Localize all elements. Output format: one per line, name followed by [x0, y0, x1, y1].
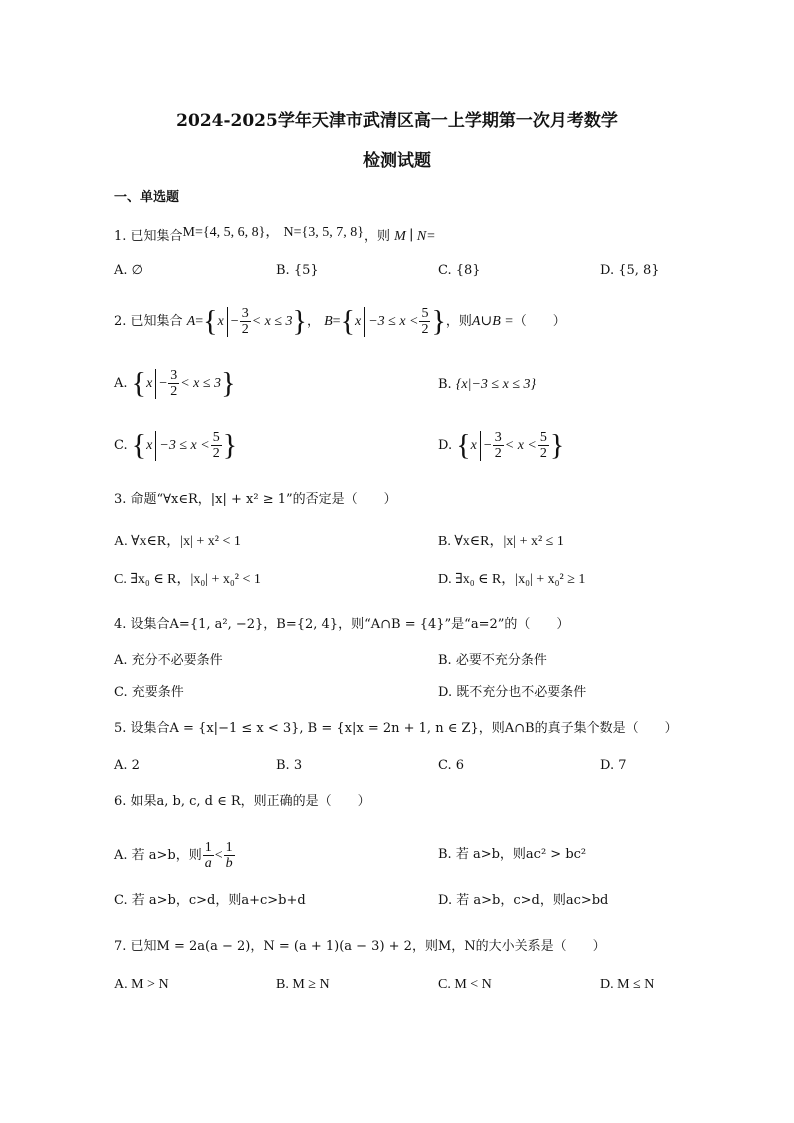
question-3-option-b: B. ∀x∈R，|x| + x² ≤ 1	[438, 534, 564, 549]
question-7-option-b: B. M ≥ N	[276, 977, 330, 992]
question-6-option-d: D. 若 a>b，c>d，则ac>bd	[438, 893, 609, 908]
question-2-option-d: D. {x − $\frac{3}{2}$ < x < $\frac{5}{2}$ }	[438, 428, 565, 462]
question-5-option-b: B. 3	[276, 758, 303, 773]
question-3-stem: 3. 命题“∀x∈R，|x| + x² ≥ 1”的否定是（ ）	[114, 492, 397, 507]
question-4-option-a: A. 充分不必要条件	[114, 653, 223, 668]
question-6-option-b: B. 若 a>b，则ac² > bc²	[438, 847, 587, 862]
question-4-option-c: C. 充要条件	[114, 685, 184, 700]
question-4-stem: 4. 设集合A={1, a², −2}，B={2, 4}，则“A∩B = {4}”是“a=2”的（ ）	[114, 617, 570, 632]
question-5-option-d: D. 7	[600, 758, 627, 773]
question-5-option-c: C. 6	[438, 758, 465, 773]
question-2-option-a: A. {x − $\frac{3}{2}$ < x ≤ 3}	[114, 366, 236, 400]
question-4-option-d: D. 既不充分也不必要条件	[438, 685, 587, 700]
question-1-option-b: B. {5}	[276, 263, 319, 278]
question-1-option-c: C. {8}	[438, 263, 481, 278]
question-2-stem: 2. 已知集合 A={x − $\frac{3}{2}$ < x ≤ 3}， B={x −3 ≤ x < $\frac{5}{2}$ }，则A∪B =（ ）	[114, 304, 566, 338]
question-6-option-a: A. 若 a>b，则 $\frac{1}{a}$ < $\frac{1}{b}$	[114, 840, 233, 871]
question-7-option-d: D. M ≤ N	[600, 977, 655, 992]
question-1-option-d: D. {5, 8}	[600, 263, 660, 278]
question-7-option-c: C. M < N	[438, 977, 492, 992]
question-1-option-a: A. ∅	[114, 263, 143, 278]
question-6-stem: 6. 如果a, b, c, d ∈ R，则正确的是（ ）	[114, 794, 371, 809]
question-6-option-c: C. 若 a>b，c>d，则a+c>b+d	[114, 893, 306, 908]
question-1-stem: 1. 已知集合M={4, 5, 6, 8}， N={3, 5, 7, 8}，则 M ∣ N=	[114, 225, 436, 244]
question-7-option-a: A. M > N	[114, 977, 169, 992]
question-5-stem: 5. 设集合A = {x|−1 ≤ x < 3}, B = {x|x = 2n + 1, n ∈ Z}，则A∩B的真子集个数是（ ）	[114, 721, 678, 736]
question-3-option-c: C. ∃x₀ ∈ R，|x₀| + x₀² < 1	[114, 572, 261, 587]
question-3-option-d: D. ∃x₀ ∈ R，|x₀| + x₀² ≥ 1	[438, 572, 586, 587]
paper-title-line2: 检测试题	[363, 151, 431, 171]
question-2-option-c: C. {x −3 ≤ x < $\frac{5}{2}$ }	[114, 428, 238, 462]
paper-title-line1: 2024-2025学年天津市武清区高一上学期第一次月考数学	[176, 111, 618, 131]
section-heading: 一、单选题	[114, 190, 180, 205]
question-7-stem: 7. 已知M = 2a(a − 2)，N = (a + 1)(a − 3) + 2，则M，N的大小关系是（ ）	[114, 939, 606, 954]
question-3-option-a: A. ∀x∈R，|x| + x² < 1	[114, 534, 241, 549]
question-2-option-b: B. {x|−3 ≤ x ≤ 3}	[438, 377, 537, 392]
question-5-option-a: A. 2	[114, 758, 140, 773]
question-4-option-b: B. 必要不充分条件	[438, 653, 547, 668]
